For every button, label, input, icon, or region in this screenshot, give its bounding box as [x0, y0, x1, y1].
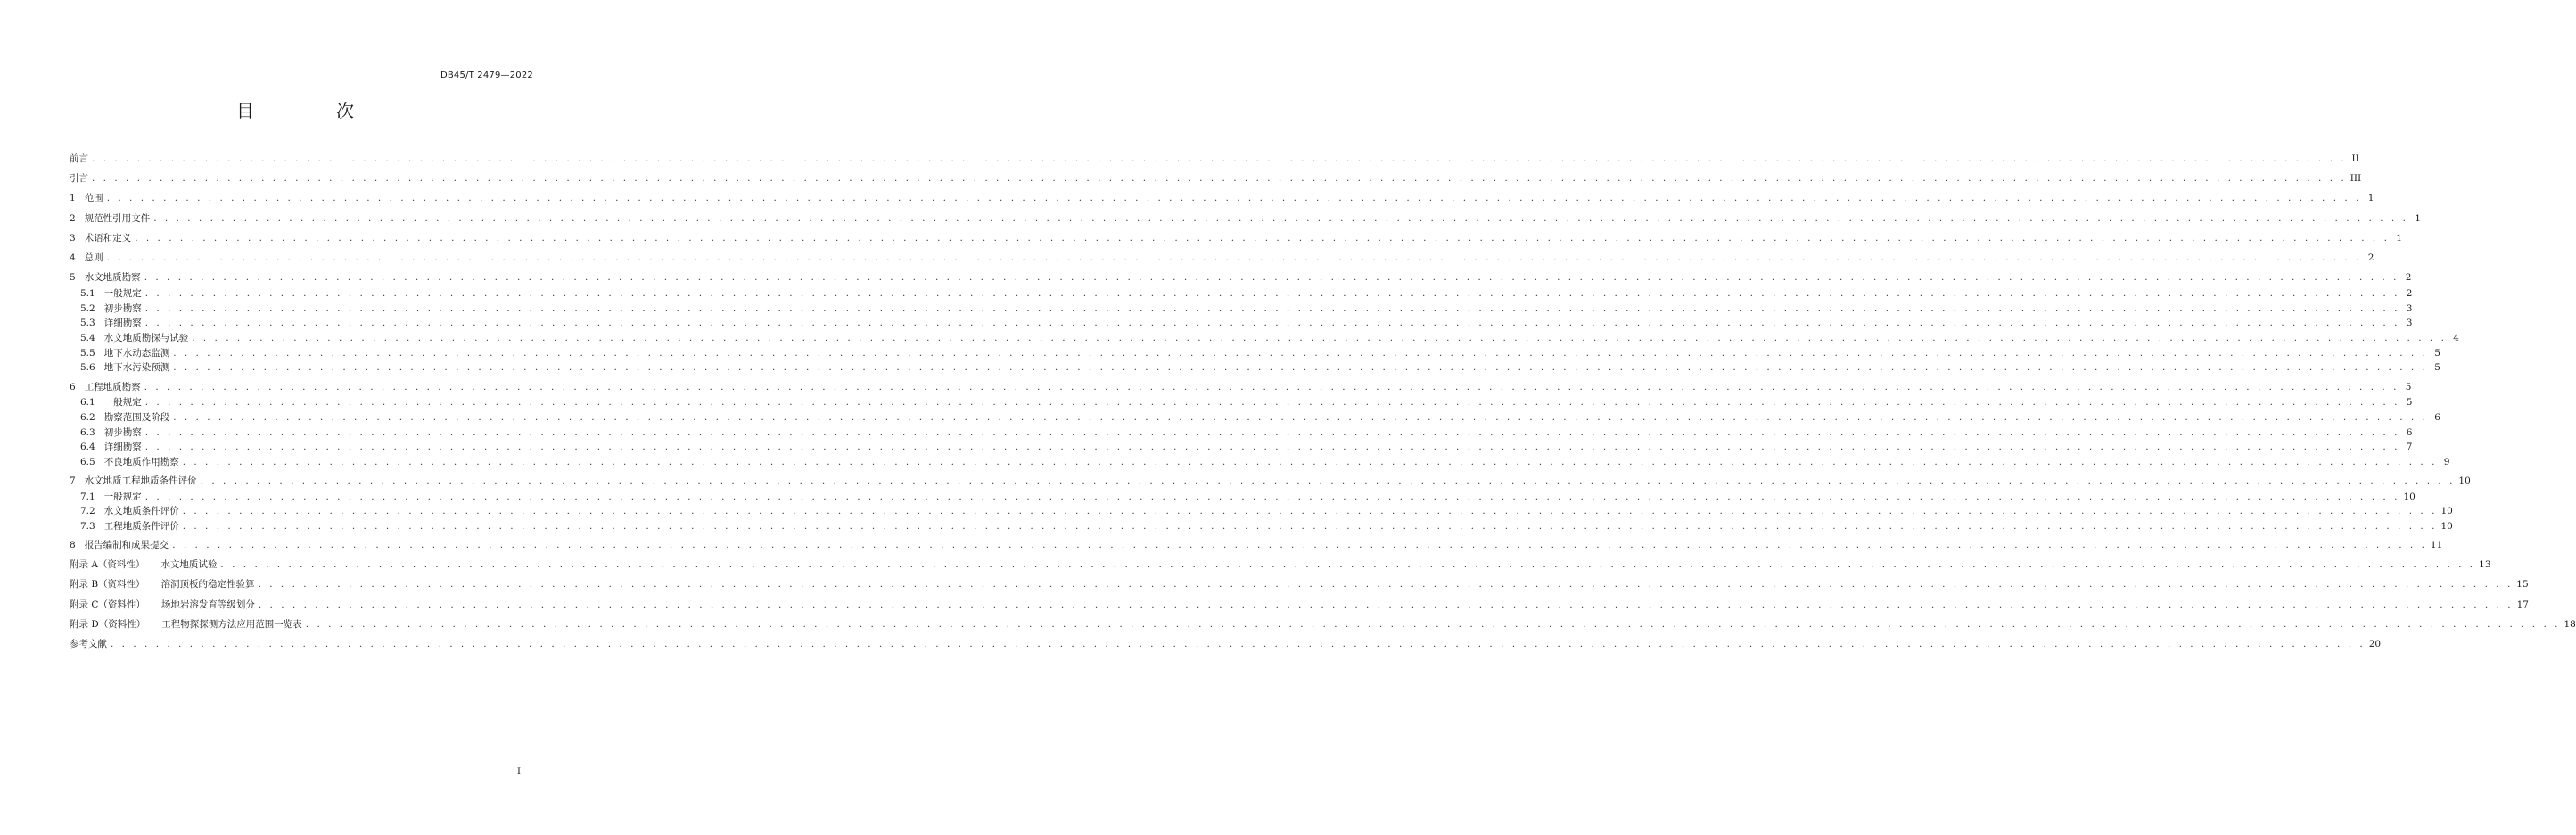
dot-leader: . . . . . . . . . . . . . . . . . . . . . . . . . . . . . . . . . . . . . . . . . . . . . . . . . . . . . . . . . . . . . . . . . . . . . . . . . . . . . . . . . . . . . . . . . . . . . . . . . . . . . . . . . . . . . . . . . . . . . . . . . . . . . . . . . . . . . . . . . . . . . . . . . . . . . . . . . . . . . . . . . . . . . . . . . . . . . . . . . . . . . . . . . . . . . . . . . . . . . . . .	[144, 303, 2400, 314]
toc-entry-label: 场地岩溶发育等级划分	[160, 599, 255, 610]
toc-entry[interactable]	[80, 286, 2413, 301]
toc-entry-page: 5	[2434, 348, 2440, 359]
toc-entry-number: 7.1	[80, 492, 95, 502]
dot-leader: . . . . . . . . . . . . . . . . . . . . . . . . . . . . . . . . . . . . . . . . . . . . . . . . . . . . . . . . . . . . . . . . . . . . . . . . . . . . . . . . . . . . . . . . . . . . . . . . . . . . . . . . . . . . . . . . . . . . . . . . . . . . . . . . . . . . . . . . . . . . . . . . . . . . . . . . . . . . . . . . . . . . . . . . . . . . . . . . . . . . . . . . . . . . . . . . . . . . . . . .	[111, 639, 2366, 649]
toc-entry-page: 11	[2430, 540, 2443, 550]
dot-leader: . . . . . . . . . . . . . . . . . . . . . . . . . . . . . . . . . . . . . . . . . . . . . . . . . . . . . . . . . . . . . . . . . . . . . . . . . . . . . . . . . . . . . . . . . . . . . . . . . . . . . . . . . . . . . . . . . . . . . . . . . . . . . . . . . . . . . . . . . . . . . . . . . . . . . . . . . . . . . . . . . . . . . . . . . . . . . . . . . . . . . . . . . . . . . . . . . . . . . . . .	[106, 193, 2362, 203]
toc-entry-page: 1	[2367, 193, 2374, 203]
dot-leader: . . . . . . . . . . . . . . . . . . . . . . . . . . . . . . . . . . . . . . . . . . . . . . . . . . . . . . . . . . . . . . . . . . . . . . . . . . . . . . . . . . . . . . . . . . . . . . . . . . . . . . . . . . . . . . . . . . . . . . . . . . . . . . . . . . . . . . . . . . . . . . . . . . . . . . . . . . . . . . . . . . . . . . . . . . . . . . . . . . . . . . . . . . . . . . . . . . . . . . . .	[305, 619, 2561, 630]
toc-entry-number: 6.5	[80, 457, 95, 467]
toc-entry[interactable]	[80, 360, 2440, 375]
dot-leader: . . . . . . . . . . . . . . . . . . . . . . . . . . . . . . . . . . . . . . . . . . . . . . . . . . . . . . . . . . . . . . . . . . . . . . . . . . . . . . . . . . . . . . . . . . . . . . . . . . . . . . . . . . . . . . . . . . . . . . . . . . . . . . . . . . . . . . . . . . . . . . . . . . . . . . . . . . . . . . . . . . . . . . . . . . . . . . . . . . . . . . . . . . . . . . . . . . . . . . . .	[258, 599, 2514, 610]
dot-leader: . . . . . . . . . . . . . . . . . . . . . . . . . . . . . . . . . . . . . . . . . . . . . . . . . . . . . . . . . . . . . . . . . . . . . . . . . . . . . . . . . . . . . . . . . . . . . . . . . . . . . . . . . . . . . . . . . . . . . . . . . . . . . . . . . . . . . . . . . . . . . . . . . . . . . . . . . . . . . . . . . . . . . . . . . . . . . . . . . . . . . . . . . . . . . . . . . . . . . . . .	[144, 318, 2400, 328]
toc-entry-page: 5	[2434, 362, 2440, 373]
dot-leader: . . . . . . . . . . . . . . . . . . . . . . . . . . . . . . . . . . . . . . . . . . . . . . . . . . . . . . . . . . . . . . . . . . . . . . . . . . . . . . . . . . . . . . . . . . . . . . . . . . . . . . . . . . . . . . . . . . . . . . . . . . . . . . . . . . . . . . . . . . . . . . . . . . . . . . . . . . . . . . . . . . . . . . . . . . . . . . . . . . . . . . . . . . . . . . . . . . . . . . . .	[144, 492, 2400, 502]
toc-entry-number: 5.6	[80, 362, 95, 373]
toc-entry[interactable]	[80, 302, 2413, 316]
toc-entry-page: 10	[2403, 492, 2416, 502]
toc-entry[interactable]	[70, 637, 2382, 651]
toc-entry-label: 水文地质试验	[160, 559, 218, 570]
toc-entry-label: 勘察范围及阶段	[103, 412, 170, 423]
toc-entry-page: 18	[2564, 619, 2576, 630]
toc-entry-number: 1	[70, 193, 76, 203]
toc-entry[interactable]	[70, 251, 2374, 265]
toc-entry[interactable]	[80, 426, 2413, 440]
toc-entry-number: 6.4	[80, 442, 95, 452]
toc-entry-page: 9	[2443, 457, 2450, 467]
toc-entry-number: 附录 C（资料性）	[70, 599, 145, 610]
dot-leader: . . . . . . . . . . . . . . . . . . . . . . . . . . . . . . . . . . . . . . . . . . . . . . . . . . . . . . . . . . . . . . . . . . . . . . . . . . . . . . . . . . . . . . . . . . . . . . . . . . . . . . . . . . . . . . . . . . . . . . . . . . . . . . . . . . . . . . . . . . . . . . . . . . . . . . . . . . . . . . . . . . . . . . . . . . . . . . . . . . . . . . . . . . . . . . . . . . . . . . . .	[200, 475, 2456, 486]
dot-leader: . . . . . . . . . . . . . . . . . . . . . . . . . . . . . . . . . . . . . . . . . . . . . . . . . . . . . . . . . . . . . . . . . . . . . . . . . . . . . . . . . . . . . . . . . . . . . . . . . . . . . . . . . . . . . . . . . . . . . . . . . . . . . . . . . . . . . . . . . . . . . . . . . . . . . . . . . . . . . . . . . . . . . . . . . . . . . . . . . . . . . . . . . . . . . . . . . . . . . . . .	[144, 397, 2400, 408]
page-title: 目 次	[236, 100, 386, 121]
toc-entry-label: 初步勘察	[103, 427, 142, 438]
toc-entry-page: 10	[2458, 475, 2471, 486]
dot-leader: . . . . . . . . . . . . . . . . . . . . . . . . . . . . . . . . . . . . . . . . . . . . . . . . . . . . . . . . . . . . . . . . . . . . . . . . . . . . . . . . . . . . . . . . . . . . . . . . . . . . . . . . . . . . . . . . . . . . . . . . . . . . . . . . . . . . . . . . . . . . . . . . . . . . . . . . . . . . . . . . . . . . . . . . . . . . . . . . . . . . . . . . . . . . . . . . . . . . . . . .	[220, 559, 2476, 570]
toc-entry-page: 10	[2440, 506, 2453, 517]
dot-leader: . . . . . . . . . . . . . . . . . . . . . . . . . . . . . . . . . . . . . . . . . . . . . . . . . . . . . . . . . . . . . . . . . . . . . . . . . . . . . . . . . . . . . . . . . . . . . . . . . . . . . . . . . . . . . . . . . . . . . . . . . . . . . . . . . . . . . . . . . . . . . . . . . . . . . . . . . . . . . . . . . . . . . . . . . . . . . . . . . . . . . . . . . . . . . . . . . . . . . . . .	[258, 579, 2514, 590]
toc-entry-number: 6.1	[80, 397, 95, 408]
toc-entry[interactable]	[70, 270, 2412, 285]
toc-entry-page: 13	[2479, 559, 2491, 570]
toc-entry-label: 工程地质勘察	[84, 382, 141, 393]
toc-entry-page: 2	[2406, 288, 2413, 299]
toc-entry[interactable]	[70, 231, 2402, 245]
toc-entry[interactable]	[70, 617, 2576, 632]
toc-entry-label: 参考文献	[70, 639, 107, 649]
toc-entry-label: 范围	[84, 193, 103, 203]
toc-entry-label: 水文地质工程地质条件评价	[84, 475, 197, 486]
toc-entry[interactable]	[80, 395, 2413, 409]
toc-entry-page: 1	[2396, 233, 2402, 244]
toc-entry-label: 初步勘察	[103, 303, 142, 314]
toc-entry-number: 2	[70, 213, 76, 224]
toc-entry-number: 7.2	[80, 506, 95, 517]
toc-entry-number: 7.3	[80, 521, 95, 532]
dot-leader: . . . . . . . . . . . . . . . . . . . . . . . . . . . . . . . . . . . . . . . . . . . . . . . . . . . . . . . . . . . . . . . . . . . . . . . . . . . . . . . . . . . . . . . . . . . . . . . . . . . . . . . . . . . . . . . . . . . . . . . . . . . . . . . . . . . . . . . . . . . . . . . . . . . . . . . . . . . . . . . . . . . . . . . . . . . . . . . . . . . . . . . . . . . . . . . . . . . . . . . .	[144, 272, 2399, 283]
dot-leader: . . . . . . . . . . . . . . . . . . . . . . . . . . . . . . . . . . . . . . . . . . . . . . . . . . . . . . . . . . . . . . . . . . . . . . . . . . . . . . . . . . . . . . . . . . . . . . . . . . . . . . . . . . . . . . . . . . . . . . . . . . . . . . . . . . . . . . . . . . . . . . . . . . . . . . . . . . . . . . . . . . . . . . . . . . . . . . . . . . . . . . . . . . . . . . . . . . . . . . . .	[173, 362, 2428, 373]
dot-leader: . . . . . . . . . . . . . . . . . . . . . . . . . . . . . . . . . . . . . . . . . . . . . . . . . . . . . . . . . . . . . . . . . . . . . . . . . . . . . . . . . . . . . . . . . . . . . . . . . . . . . . . . . . . . . . . . . . . . . . . . . . . . . . . . . . . . . . . . . . . . . . . . . . . . . . . . . . . . . . . . . . . . . . . . . . . . . . . . . . . . . . . . . . . . . . . . . . . . . . . .	[106, 252, 2362, 263]
toc-entry-number: 5.5	[80, 348, 95, 359]
toc-entry-page: 17	[2516, 599, 2529, 610]
toc-entry-page: 15	[2516, 579, 2529, 590]
dot-leader: . . . . . . . . . . . . . . . . . . . . . . . . . . . . . . . . . . . . . . . . . . . . . . . . . . . . . . . . . . . . . . . . . . . . . . . . . . . . . . . . . . . . . . . . . . . . . . . . . . . . . . . . . . . . . . . . . . . . . . . . . . . . . . . . . . . . . . . . . . . . . . . . . . . . . . . . . . . . . . . . . . . . . . . . . . . . . . . . . . . . . . . . . . . . . . . . . . . . . . . .	[172, 540, 2427, 550]
dot-leader: . . . . . . . . . . . . . . . . . . . . . . . . . . . . . . . . . . . . . . . . . . . . . . . . . . . . . . . . . . . . . . . . . . . . . . . . . . . . . . . . . . . . . . . . . . . . . . . . . . . . . . . . . . . . . . . . . . . . . . . . . . . . . . . . . . . . . . . . . . . . . . . . . . . . . . . . . . . . . . . . . . . . . . . . . . . . . . . . . . . . . . . . . . . . . . . . . . . . . . . .	[92, 153, 2347, 164]
toc-entry-page: 7	[2406, 442, 2413, 452]
toc-entry-page: II	[2351, 153, 2359, 164]
toc-entry[interactable]	[80, 331, 2459, 345]
toc-entry-number: 5	[70, 272, 76, 283]
toc-entry[interactable]	[70, 538, 2443, 552]
toc-entry-label: 引言	[70, 173, 88, 184]
toc-entry-number: 附录 B（资料性）	[70, 579, 145, 590]
toc-entry-number: 8	[70, 540, 76, 550]
dot-leader: . . . . . . . . . . . . . . . . . . . . . . . . . . . . . . . . . . . . . . . . . . . . . . . . . . . . . . . . . . . . . . . . . . . . . . . . . . . . . . . . . . . . . . . . . . . . . . . . . . . . . . . . . . . . . . . . . . . . . . . . . . . . . . . . . . . . . . . . . . . . . . . . . . . . . . . . . . . . . . . . . . . . . . . . . . . . . . . . . . . . . . . . . . . . . . . . . . . . . . . .	[182, 457, 2438, 467]
dot-leader: . . . . . . . . . . . . . . . . . . . . . . . . . . . . . . . . . . . . . . . . . . . . . . . . . . . . . . . . . . . . . . . . . . . . . . . . . . . . . . . . . . . . . . . . . . . . . . . . . . . . . . . . . . . . . . . . . . . . . . . . . . . . . . . . . . . . . . . . . . . . . . . . . . . . . . . . . . . . . . . . . . . . . . . . . . . . . . . . . . . . . . . . . . . . . . . . . . . . . . . .	[173, 412, 2428, 423]
dot-leader: . . . . . . . . . . . . . . . . . . . . . . . . . . . . . . . . . . . . . . . . . . . . . . . . . . . . . . . . . . . . . . . . . . . . . . . . . . . . . . . . . . . . . . . . . . . . . . . . . . . . . . . . . . . . . . . . . . . . . . . . . . . . . . . . . . . . . . . . . . . . . . . . . . . . . . . . . . . . . . . . . . . . . . . . . . . . . . . . . . . . . . . . . . . . . . . . . . . . . . . .	[135, 233, 2390, 244]
toc-entry-label: 水文地质条件评价	[103, 506, 179, 517]
toc-entry-label: 地下水动态监测	[103, 348, 170, 359]
toc-entry-label: 详细勘察	[103, 442, 142, 452]
toc-entry-page: 20	[2368, 639, 2382, 649]
toc-entry-label: 一般规定	[103, 288, 142, 299]
toc-entry-page: 10	[2440, 521, 2453, 532]
toc-entry-label: 地下水污染预测	[103, 362, 170, 373]
toc-entry-number: 5.1	[80, 288, 95, 299]
toc-entry[interactable]	[70, 598, 2529, 612]
toc-entry-number: 3	[70, 233, 76, 244]
dot-leader: . . . . . . . . . . . . . . . . . . . . . . . . . . . . . . . . . . . . . . . . . . . . . . . . . . . . . . . . . . . . . . . . . . . . . . . . . . . . . . . . . . . . . . . . . . . . . . . . . . . . . . . . . . . . . . . . . . . . . . . . . . . . . . . . . . . . . . . . . . . . . . . . . . . . . . . . . . . . . . . . . . . . . . . . . . . . . . . . . . . . . . . . . . . . . . . . . . . . . . . .	[173, 348, 2428, 359]
toc-entry[interactable]	[80, 455, 2450, 469]
dot-leader: . . . . . . . . . . . . . . . . . . . . . . . . . . . . . . . . . . . . . . . . . . . . . . . . . . . . . . . . . . . . . . . . . . . . . . . . . . . . . . . . . . . . . . . . . . . . . . . . . . . . . . . . . . . . . . . . . . . . . . . . . . . . . . . . . . . . . . . . . . . . . . . . . . . . . . . . . . . . . . . . . . . . . . . . . . . . . . . . . . . . . . . . . . . . . . . . . . . . . . . .	[144, 382, 2399, 393]
toc-entry-label: 水文地质勘察	[84, 272, 141, 283]
dot-leader: . . . . . . . . . . . . . . . . . . . . . . . . . . . . . . . . . . . . . . . . . . . . . . . . . . . . . . . . . . . . . . . . . . . . . . . . . . . . . . . . . . . . . . . . . . . . . . . . . . . . . . . . . . . . . . . . . . . . . . . . . . . . . . . . . . . . . . . . . . . . . . . . . . . . . . . . . . . . . . . . . . . . . . . . . . . . . . . . . . . . . . . . . . . . . . . . . . . . . . . .	[182, 506, 2438, 517]
toc-entry-label: 不良地质作用勘察	[103, 457, 179, 467]
toc-entry-number: 6.2	[80, 412, 95, 423]
toc-entry[interactable]	[80, 316, 2413, 330]
toc-entry[interactable]	[70, 191, 2374, 205]
toc-entry-label: 溶洞顶板的稳定性验算	[160, 579, 255, 590]
toc-entry-page: 2	[2405, 272, 2412, 283]
toc-entry-label: 术语和定义	[84, 233, 132, 244]
dot-leader: . . . . . . . . . . . . . . . . . . . . . . . . . . . . . . . . . . . . . . . . . . . . . . . . . . . . . . . . . . . . . . . . . . . . . . . . . . . . . . . . . . . . . . . . . . . . . . . . . . . . . . . . . . . . . . . . . . . . . . . . . . . . . . . . . . . . . . . . . . . . . . . . . . . . . . . . . . . . . . . . . . . . . . . . . . . . . . . . . . . . . . . . . . . . . . . . . . . . . . . .	[153, 213, 2408, 224]
toc-entry-page: 6	[2406, 427, 2413, 438]
toc-entry[interactable]	[70, 211, 2421, 226]
toc-entry-page: 2	[2367, 252, 2374, 263]
toc-entry-number: 5.2	[80, 303, 95, 314]
toc-entry-label: 工程地质条件评价	[103, 521, 179, 532]
document-number: DB45/T 2479—2022	[440, 70, 533, 80]
toc-entry-label: 前言	[70, 153, 88, 164]
toc-entry-label: 报告编制和成果提交	[84, 540, 169, 550]
toc-entry-label: 详细勘察	[103, 318, 142, 328]
toc-entry-label: 规范性引用文件	[84, 213, 151, 224]
toc-entry-label: 总则	[84, 252, 103, 263]
toc-entry[interactable]	[80, 504, 2453, 518]
page-number: I	[517, 767, 521, 777]
toc-entry-label: 一般规定	[103, 492, 142, 502]
toc-entry[interactable]	[80, 490, 2416, 504]
toc-entry[interactable]	[70, 380, 2412, 394]
dot-leader: . . . . . . . . . . . . . . . . . . . . . . . . . . . . . . . . . . . . . . . . . . . . . . . . . . . . . . . . . . . . . . . . . . . . . . . . . . . . . . . . . . . . . . . . . . . . . . . . . . . . . . . . . . . . . . . . . . . . . . . . . . . . . . . . . . . . . . . . . . . . . . . . . . . . . . . . . . . . . . . . . . . . . . . . . . . . . . . . . . . . . . . . . . . . . . . . . . . . . . . .	[144, 288, 2400, 299]
toc-entry[interactable]	[80, 346, 2440, 360]
toc-entry-number: 6.3	[80, 427, 95, 438]
toc-entry-number: 附录 A（资料性）	[70, 559, 145, 570]
toc-entry[interactable]	[70, 171, 2362, 186]
toc-entry-number: 5.3	[80, 318, 95, 328]
toc-entry-page: 6	[2434, 412, 2440, 423]
toc-entry-label: 水文地质勘探与试验	[103, 333, 189, 343]
dot-leader: . . . . . . . . . . . . . . . . . . . . . . . . . . . . . . . . . . . . . . . . . . . . . . . . . . . . . . . . . . . . . . . . . . . . . . . . . . . . . . . . . . . . . . . . . . . . . . . . . . . . . . . . . . . . . . . . . . . . . . . . . . . . . . . . . . . . . . . . . . . . . . . . . . . . . . . . . . . . . . . . . . . . . . . . . . . . . . . . . . . . . . . . . . . . . . . . . . . . . . . .	[144, 427, 2400, 438]
dot-leader: . . . . . . . . . . . . . . . . . . . . . . . . . . . . . . . . . . . . . . . . . . . . . . . . . . . . . . . . . . . . . . . . . . . . . . . . . . . . . . . . . . . . . . . . . . . . . . . . . . . . . . . . . . . . . . . . . . . . . . . . . . . . . . . . . . . . . . . . . . . . . . . . . . . . . . . . . . . . . . . . . . . . . . . . . . . . . . . . . . . . . . . . . . . . . . . . . . . . . . . .	[182, 521, 2438, 532]
toc-entry-page: 4	[2453, 333, 2459, 343]
toc-entry-label: 工程物探探测方法应用范围一览表	[161, 619, 302, 630]
toc-entry-number: 6	[70, 382, 76, 393]
toc-entry-page: 3	[2406, 303, 2413, 314]
toc-entry-label: 一般规定	[103, 397, 142, 408]
toc-entry-number: 4	[70, 252, 76, 263]
dot-leader: . . . . . . . . . . . . . . . . . . . . . . . . . . . . . . . . . . . . . . . . . . . . . . . . . . . . . . . . . . . . . . . . . . . . . . . . . . . . . . . . . . . . . . . . . . . . . . . . . . . . . . . . . . . . . . . . . . . . . . . . . . . . . . . . . . . . . . . . . . . . . . . . . . . . . . . . . . . . . . . . . . . . . . . . . . . . . . . . . . . . . . . . . . . . . . . . . . . . . . . .	[192, 333, 2447, 343]
toc-entry[interactable]	[70, 152, 2359, 166]
toc-entry-number: 附录 D（资料性）	[70, 619, 146, 630]
toc-entry[interactable]	[70, 474, 2471, 488]
toc-entry[interactable]	[80, 440, 2413, 454]
dot-leader: . . . . . . . . . . . . . . . . . . . . . . . . . . . . . . . . . . . . . . . . . . . . . . . . . . . . . . . . . . . . . . . . . . . . . . . . . . . . . . . . . . . . . . . . . . . . . . . . . . . . . . . . . . . . . . . . . . . . . . . . . . . . . . . . . . . . . . . . . . . . . . . . . . . . . . . . . . . . . . . . . . . . . . . . . . . . . . . . . . . . . . . . . . . . . . . . . . . . . . . .	[92, 173, 2347, 184]
toc-entry-page: III	[2350, 173, 2362, 184]
toc-entry-page: 5	[2406, 397, 2413, 408]
toc-entry-page: 3	[2406, 318, 2413, 328]
toc-entry-page: 1	[2415, 213, 2421, 224]
toc-entry[interactable]	[70, 558, 2491, 572]
toc-entry[interactable]	[80, 410, 2440, 425]
toc-entry[interactable]	[80, 519, 2453, 533]
dot-leader: . . . . . . . . . . . . . . . . . . . . . . . . . . . . . . . . . . . . . . . . . . . . . . . . . . . . . . . . . . . . . . . . . . . . . . . . . . . . . . . . . . . . . . . . . . . . . . . . . . . . . . . . . . . . . . . . . . . . . . . . . . . . . . . . . . . . . . . . . . . . . . . . . . . . . . . . . . . . . . . . . . . . . . . . . . . . . . . . . . . . . . . . . . . . . . . . . . . . . . . .	[144, 442, 2400, 452]
toc-entry[interactable]	[70, 577, 2529, 591]
toc-entry-number: 7	[70, 475, 76, 486]
toc-entry-page: 5	[2405, 382, 2412, 393]
toc-entry-number: 5.4	[80, 333, 95, 343]
